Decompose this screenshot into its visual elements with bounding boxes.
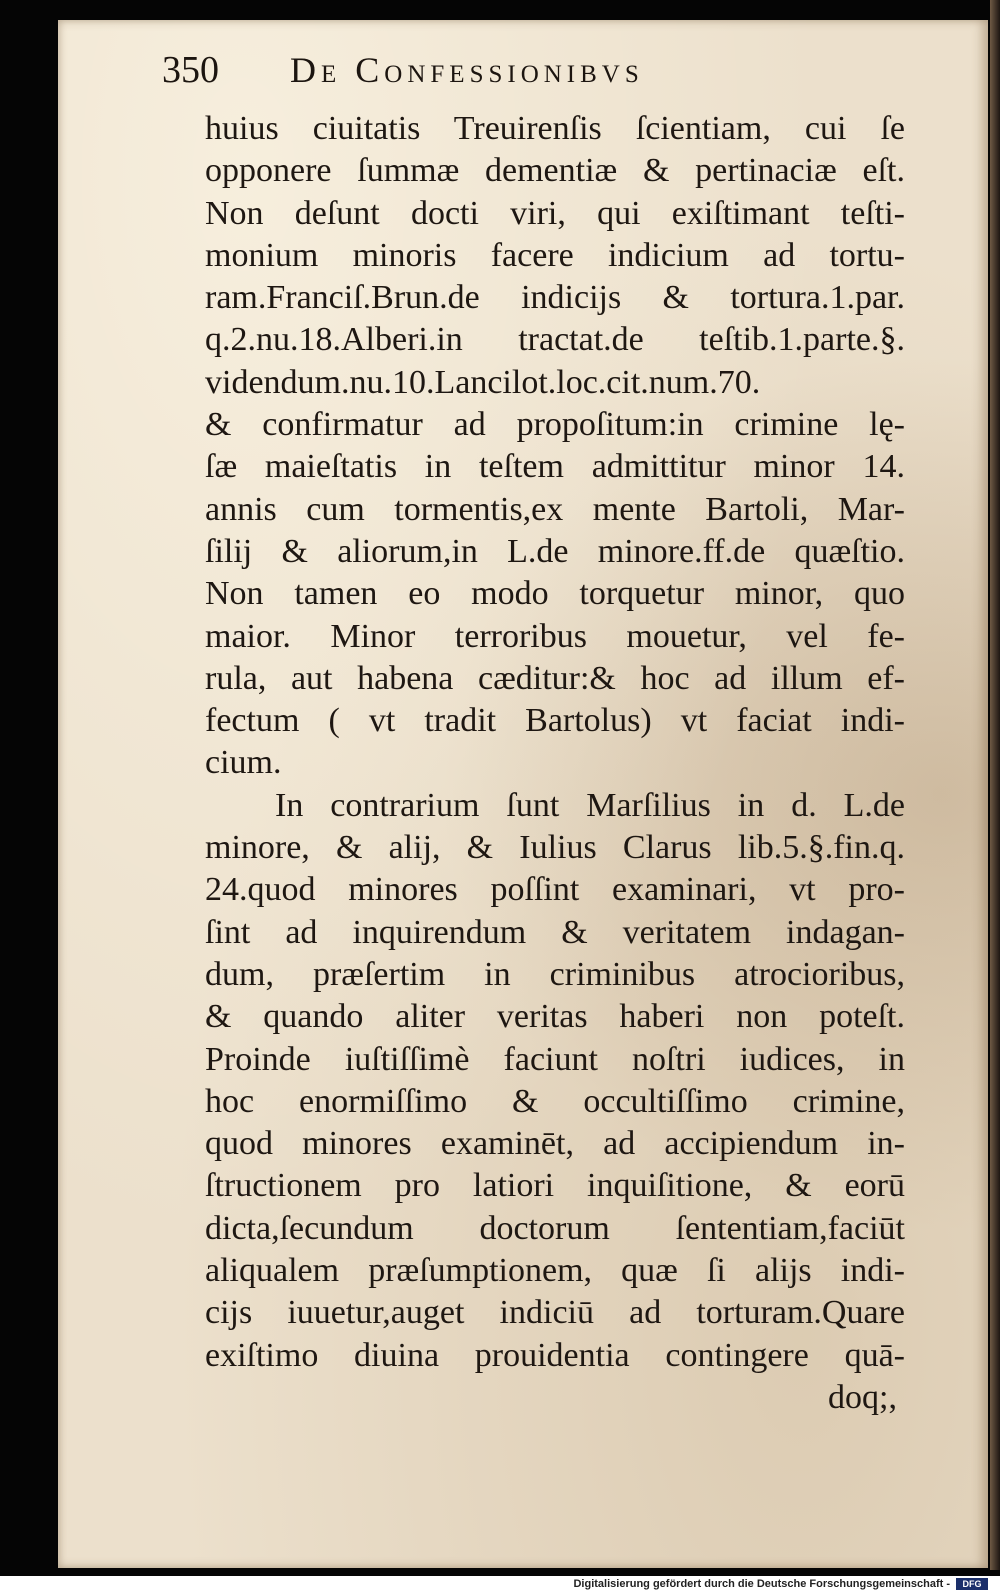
text-line: cijs iuuetur,auget indiciū ad torturam.Quare	[205, 1294, 905, 1332]
text-line: ſilij & aliorum,in L.de minore.ff.de quæſtio.	[205, 532, 905, 570]
text-line: q.2.nu.18.Alberi.in tractat.de teſtib.1.parte.§.	[205, 321, 905, 359]
text-line: maior. Minor terroribus mouetur, vel fe-	[205, 617, 905, 655]
dfg-logo: DFG	[956, 1578, 988, 1590]
text-line: dum, præſertim in criminibus atrocioribus,	[205, 955, 905, 993]
text-line: aliqualem præſumptionem, quæ ſi alijs indi-	[205, 1252, 905, 1290]
footer-bar	[0, 1576, 1000, 1592]
book-edge	[990, 0, 1000, 1570]
text-line: Non tamen eo modo torquetur minor, quo	[205, 575, 905, 613]
body-text	[205, 108, 905, 1419]
text-line: ſtructionem pro latiori inquiſitione, & eorū	[205, 1167, 905, 1205]
text-line: & confirmatur ad propoſitum:in crimine lę-	[205, 406, 905, 444]
text-line: dicta,ſecundum doctorum ſententiam,faciūt	[205, 1209, 905, 1247]
text-line: In contrarium ſunt Marſilius in d. L.de	[275, 786, 905, 824]
funding-credit: Digitalisierung gefördert durch die Deutsche Forschungsgemeinschaft -	[573, 1578, 950, 1590]
text-line: fectum ( vt tradit Bartolus) vt faciat indi-	[205, 702, 905, 740]
text-line: cium.	[205, 744, 282, 782]
catchword: doq;,	[828, 1378, 897, 1416]
text-line: ſint ad inquirendum & veritatem indagan-	[205, 913, 905, 951]
text-line: videndum.nu.10.Lancilot.loc.cit.num.70.	[205, 363, 761, 401]
text-line: Proinde iuſtiſſimè faciunt noſtri iudices, in	[205, 1040, 905, 1078]
text-line: hoc enormiſſimo & occultiſſimo crimine,	[205, 1082, 905, 1120]
text-line: & quando aliter veritas haberi non poteſt.	[205, 998, 905, 1036]
text-line: monium minoris facere indicium ad tortu-	[205, 236, 905, 274]
text-line: 24.quod minores poſſint examinari, vt pro-	[205, 871, 905, 909]
running-head: De Confessionibvs	[290, 50, 644, 90]
page-header	[162, 44, 902, 96]
text-line: ſæ maieſtatis in teſtem admittitur minor 14.	[205, 448, 905, 486]
text-line: quod minores examinēt, ad accipiendum in-	[205, 1125, 905, 1163]
text-line: opponere ſummæ dementiæ & pertinaciæ eſt.	[205, 152, 905, 190]
text-line: annis cum tormentis,ex mente Bartoli, Mar-	[205, 490, 905, 528]
text-line: Non deſunt docti viri, qui exiſtimant teſti-	[205, 194, 905, 232]
page-number: 350	[162, 49, 219, 91]
text-line: ram.Franciſ.Brun.de indicijs & tortura.1.par.	[205, 279, 905, 317]
text-line: huius ciuitatis Treuirenſis ſcientiam, cui ſe	[205, 110, 905, 147]
text-line: exiſtimo diuina prouidentia contingere quā-	[205, 1336, 905, 1374]
text-line: rula, aut habena cæditur:& hoc ad illum ef-	[205, 659, 905, 697]
text-line: minore, & alij, & Iulius Clarus lib.5.§.fin.q.	[205, 829, 905, 867]
